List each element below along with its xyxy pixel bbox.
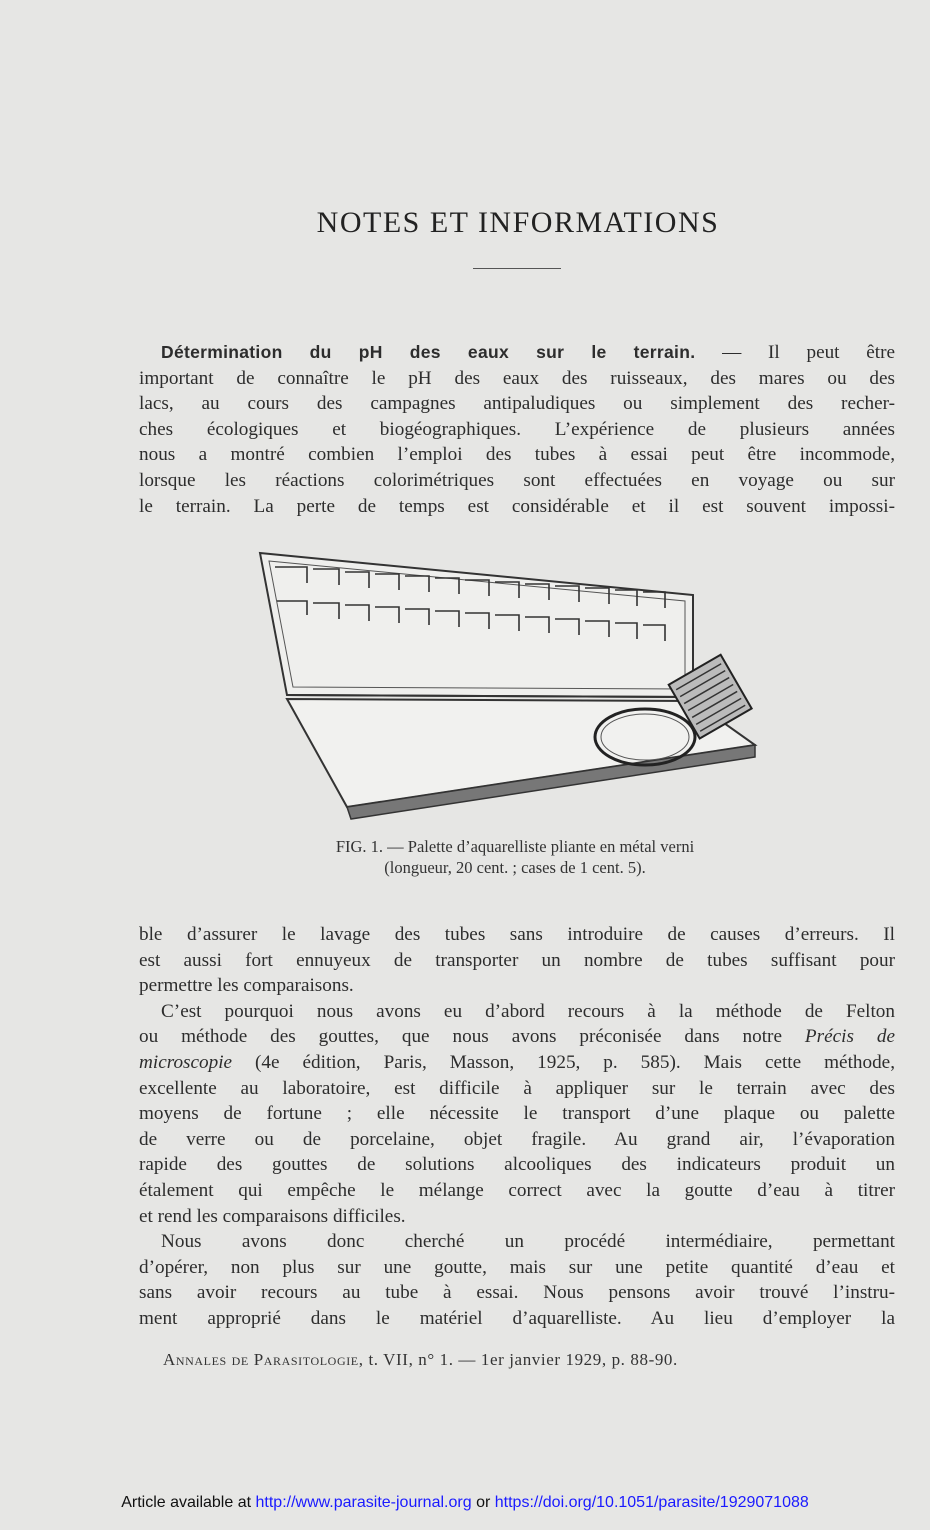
text-line: ble d’assurer le lavage des tubes sans introduire de causes d’erreurs. Il xyxy=(139,924,895,945)
run-in-title: Détermination du pH des eaux sur le terrain. xyxy=(161,342,696,362)
text-line: ment approprié dans le matériel d’aquarelliste. Au lieu d’employer la xyxy=(139,1307,895,1329)
text-line: de verre ou de porcelaine, objet fragile. Au grand air, l’évaporation xyxy=(139,1128,895,1150)
text-line: microscopie (4e édition, Paris, Masson, 1925, p. 585). Mais cette méthode, xyxy=(139,1051,895,1073)
text-line: et rend les comparaisons difficiles. xyxy=(139,1205,406,1227)
text-line: permettre les comparaisons. xyxy=(139,975,354,997)
text-line: lacs, au cours des campagnes antipaludiques ou simplement des recher- xyxy=(139,393,895,415)
section-heading: NOTES ET INFORMATIONS xyxy=(316,206,720,239)
palette-illustration xyxy=(255,545,775,825)
text-line: le terrain. La perte de temps est considérable et il est souvent impossi- xyxy=(139,495,895,517)
text-line: ou méthode des gouttes, que nous avons préconisée dans notre Précis de xyxy=(139,1026,896,1048)
text-line: excellente au laboratoire, est difficile à appliquer sur le terrain avec des xyxy=(139,1077,895,1099)
body-text-continued xyxy=(139,922,895,1332)
book-title: Précis de xyxy=(804,1026,896,1048)
book-title: microscopie xyxy=(139,1051,233,1073)
journal-link[interactable]: http://www.parasite-journal.org xyxy=(255,1494,472,1511)
text-line: C’est pourquoi nous avons eu d’abord recours à la méthode de Felton xyxy=(161,1000,895,1022)
text-line: lorsque les réactions colorimétriques sont effectuées en voyage ou sur xyxy=(139,469,895,491)
text-line: sans avoir recours au tube à essai. Nous pensons avoir trouvé l’instru- xyxy=(139,1282,895,1304)
text-line: Nous avons donc cherché un procédé intermédiaire, permettant xyxy=(161,1231,895,1253)
issue-info: t. VII, n° 1. — 1er janvier 1929, p. 88-90. xyxy=(368,1350,678,1369)
text-line: est aussi fort ennuyeux de transporter un nombre de tubes suffisant pour xyxy=(139,949,895,971)
text-line: Détermination du pH des eaux sur le terrain. — Il peut être xyxy=(161,342,895,363)
text-line: ches écologiques et biogéographiques. L’expérience de plusieurs années xyxy=(139,418,895,440)
text-line: rapide des gouttes de solutions alcooliques des indicateurs produit un xyxy=(139,1154,895,1176)
doi-link[interactable]: https://doi.org/10.1051/parasite/1929071088 xyxy=(494,1494,809,1511)
caption-line-1: FIG. 1. — Palette d’aquarelliste pliante en métal verni xyxy=(335,837,695,856)
text-line: important de connaître le pH des eaux des ruisseaux, des mares ou des xyxy=(139,367,895,389)
citation-footer xyxy=(163,1350,678,1370)
journal-name: Annales de Parasitologie, xyxy=(163,1350,364,1369)
heading-rule xyxy=(473,268,561,269)
paragraph-1 xyxy=(139,340,895,519)
caption-line-2: (longueur, 20 cent. ; cases de 1 cent. 5). xyxy=(384,858,646,877)
availability-banner: Article available at http://www.parasite-journal.org or https://doi.org/10.1051/parasite/1929071088 xyxy=(121,1494,809,1511)
figure-caption xyxy=(200,836,830,878)
text-line: d’opérer, non plus sur une goutte, mais sur une petite quantité d’eau et xyxy=(139,1256,895,1278)
text-line: étalement qui empêche le mélange correct avec la goutte d’eau à titrer xyxy=(139,1179,895,1201)
text-line: moyens de fortune ; elle nécessite le transport d’une plaque ou palette xyxy=(139,1103,895,1125)
text-line: nous a montré combien l’emploi des tubes à essai peut être incommode, xyxy=(139,444,895,466)
